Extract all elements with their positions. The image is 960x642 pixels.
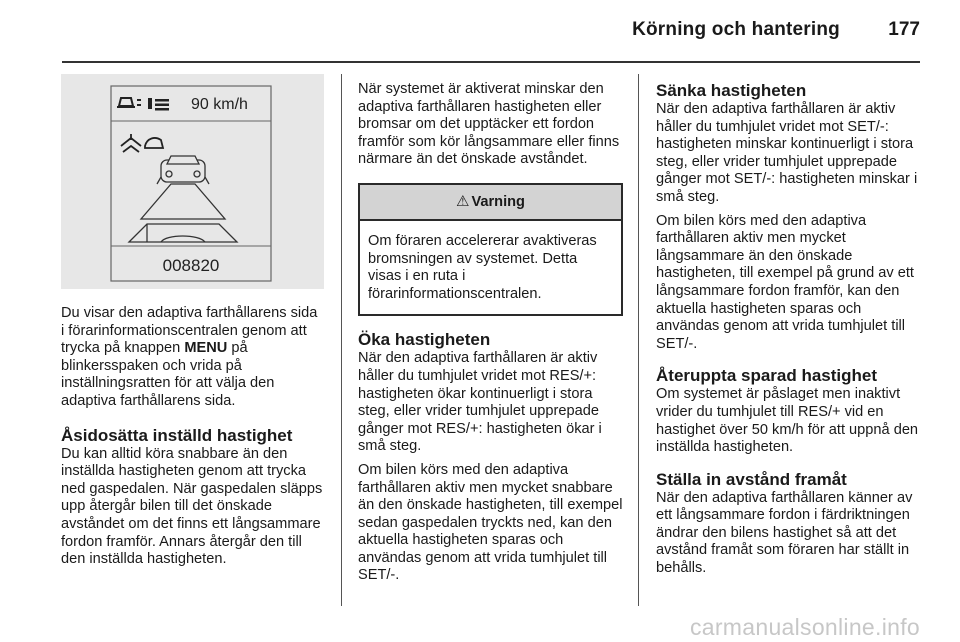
override-paragraph: Du kan alltid köra snabbare än den inställda hastigheten genom att trycka ned gaspedalen. När gaspedalen släpps upp återgår bilen till det önskade avståndet om det finns ett långsammare fordon framför. Annars återgår den till den inställda hastigheten. <box>61 445 323 568</box>
acc-display-figure <box>61 74 324 289</box>
resume-paragraph: Om systemet är påslaget men inaktivt vrider du tumhjulet till RES/+ vid en hastighet över 50 km/h för att uppnå den inställda hastigheten. <box>656 386 919 456</box>
odometer-readout: 008820 <box>162 256 220 275</box>
menu-key-label: MENU <box>184 340 228 357</box>
chapter-title: Körning och hantering <box>632 19 840 40</box>
road-car-icon <box>129 156 237 242</box>
warning-triangle-icon: ⚠ <box>456 192 470 210</box>
set-speed-readout: 90 km/h <box>191 96 248 113</box>
system-intro-paragraph: När systemet är aktiverat minskar den adaptiva farthållaren hastigheten eller bromsar om det upptäcker ett fordon framför som kör långsammare eller finns närmare än det önskade avståndet. <box>358 81 620 168</box>
heading-override-speed: Åsidosätta inställd hastighet <box>61 425 293 445</box>
warning-header: ⚠ Varning <box>360 185 621 221</box>
column-left <box>61 305 323 575</box>
heading-increase-speed: Öka hastigheten <box>358 330 491 350</box>
watermark-url: carmanualsonline.info <box>689 614 920 640</box>
page-number: 177 <box>888 19 920 40</box>
column-divider-2 <box>638 74 639 606</box>
heading-set-distance: Ställa in avstånd framåt <box>656 469 847 489</box>
column-divider-1 <box>341 74 342 606</box>
heading-resume-speed: Återuppta sparad hastighet <box>656 366 878 386</box>
decrease-paragraph-1: När den adaptiva farthållaren är aktiv håller du tumhjulet vridet mot SET/-: hastigheten minskar kontinuerligt i stora steg, eller vrider tumhjulet upprepade gånger mot SET/-: hastigheten minskar i små steg. <box>656 101 918 205</box>
column-right <box>656 81 926 584</box>
header-divider <box>62 61 920 63</box>
column-middle <box>358 81 623 591</box>
increase-paragraph-1: När den adaptiva farthållaren är aktiv håller du tumhjulet vridet mot RES/+: hastigheten ökar kontinuerligt i stora steg, eller vrider tumhjulet upprepade gånger mot RES/+: hastigheten ökar i små steg. <box>358 350 602 455</box>
warning-box <box>358 183 623 316</box>
adaptive-cruise-icon <box>121 134 163 152</box>
increase-paragraph-2: Om bilen körs med den adaptiva farthållaren aktiv men mycket snabbare än den önskade hastigheten, till exempel sedan gaspedalen tryckts ned, kan den aktuella hastigheten sparas och användas genom att vrida tumhjulet till SET/-. <box>358 461 623 584</box>
warning-text: Om föraren accelererar avaktiveras bromsningen av systemet. Detta visas i en ruta i förarinformationscentralen. <box>368 232 597 302</box>
heading-decrease-speed: Sänka hastigheten <box>656 81 807 100</box>
distance-paragraph: När den adaptiva farthållaren känner av ett långsammare fordon i färdriktningen ändrar den bilens hastighet så att det avstånd framåt som föraren har ställt in behålls. <box>656 489 913 577</box>
intro-paragraph: Du visar den adaptiva farthållarens sida i förarinformationscentralen genom att trycka på knappen MENU på blinkersspaken och vrida på inställningsratten för att välja den adaptiva farthållarens sida. <box>61 305 318 409</box>
vehicle-distance-icon <box>117 98 141 107</box>
distance-bars-icon <box>148 98 169 111</box>
decrease-paragraph-2: Om bilen körs med den adaptiva farthållaren aktiv men mycket långsammare än den önskade hastigheten, till exempel på grund av ett långsammare fordon framför, kan den aktuella hastigheten sparas och användas genom att vrida tumhjulet till SET/-. <box>656 212 914 352</box>
acc-display-illustration <box>61 74 324 289</box>
